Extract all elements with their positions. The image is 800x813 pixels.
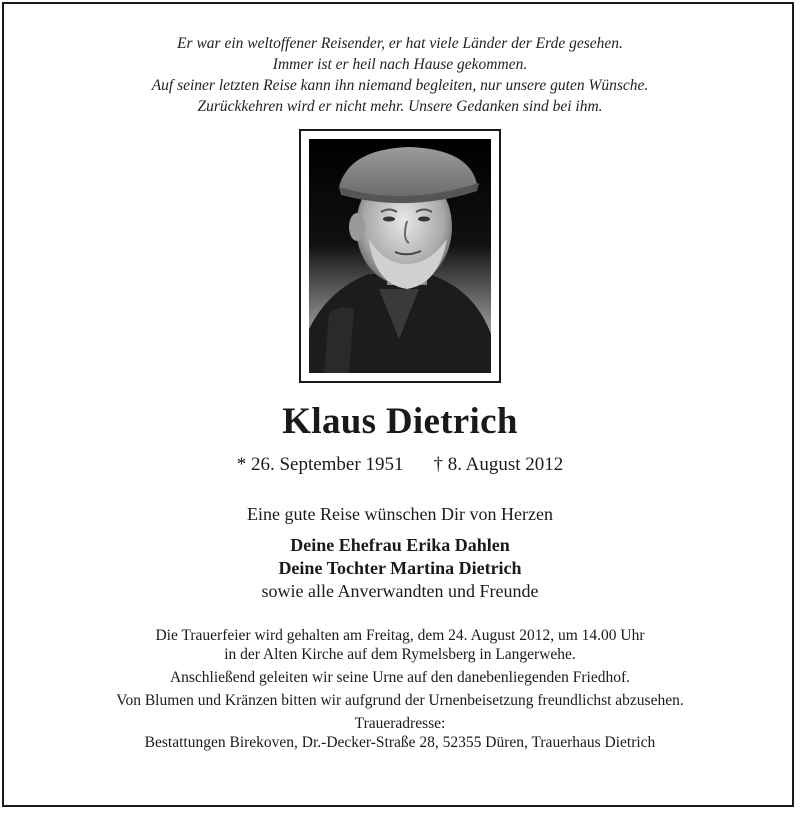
notice-line: Von Blumen und Kränzen bitten wir aufgrund der Urnenbeisetzung freundlichst abzusehen. [116,692,684,709]
birth-date: * 26. September 1951 [236,454,404,475]
poem-block [0,33,800,117]
farewell-wish: Eine gute Reise wünschen Dir von Herzen [247,504,553,524]
address-label: Traueradresse: [354,715,446,732]
portrait-frame [299,129,501,383]
mourners-list [0,534,800,603]
notice-line: Die Trauerfeier wird gehalten am Freitag, dem 24. August 2012, um 14.00 Uhr [155,627,645,644]
poem-line: Er war ein weltoffener Reisender, er hat viele Länder der Erde gesehen. [177,35,623,52]
mourner-wife: Deine Ehefrau Erika Dahlen [290,535,510,555]
life-dates [0,453,800,477]
deceased-name: Klaus Dietrich [282,401,518,442]
notice-line: in der Alten Kirche auf dem Rymelsberg in Langerwehe. [224,646,576,663]
funeral-notice [0,626,800,752]
portrait-illustration [309,139,491,373]
mourning-address: Bestattungen Birekoven, Dr.-Decker-Straße 28, 52355 Düren, Trauerhaus Dietrich [144,734,656,751]
notice-line: Anschließend geleiten wir seine Urne auf den danebenliegenden Friedhof. [169,669,631,686]
portrait-photo [309,139,491,373]
mourner-daughter: Deine Tochter Martina Dietrich [278,558,522,578]
poem-line: Immer ist er heil nach Hause gekommen. [272,56,528,73]
mourner-others: sowie alle Anverwandten und Freunde [261,581,539,601]
poem-line: Auf seiner letzten Reise kann ihn niemand begleiten, nur unsere guten Wünsche. [151,77,649,94]
death-date: † 8. August 2012 [433,454,564,475]
poem-line: Zurückkehren wird er nicht mehr. Unsere Gedanken sind bei ihm. [197,98,603,115]
